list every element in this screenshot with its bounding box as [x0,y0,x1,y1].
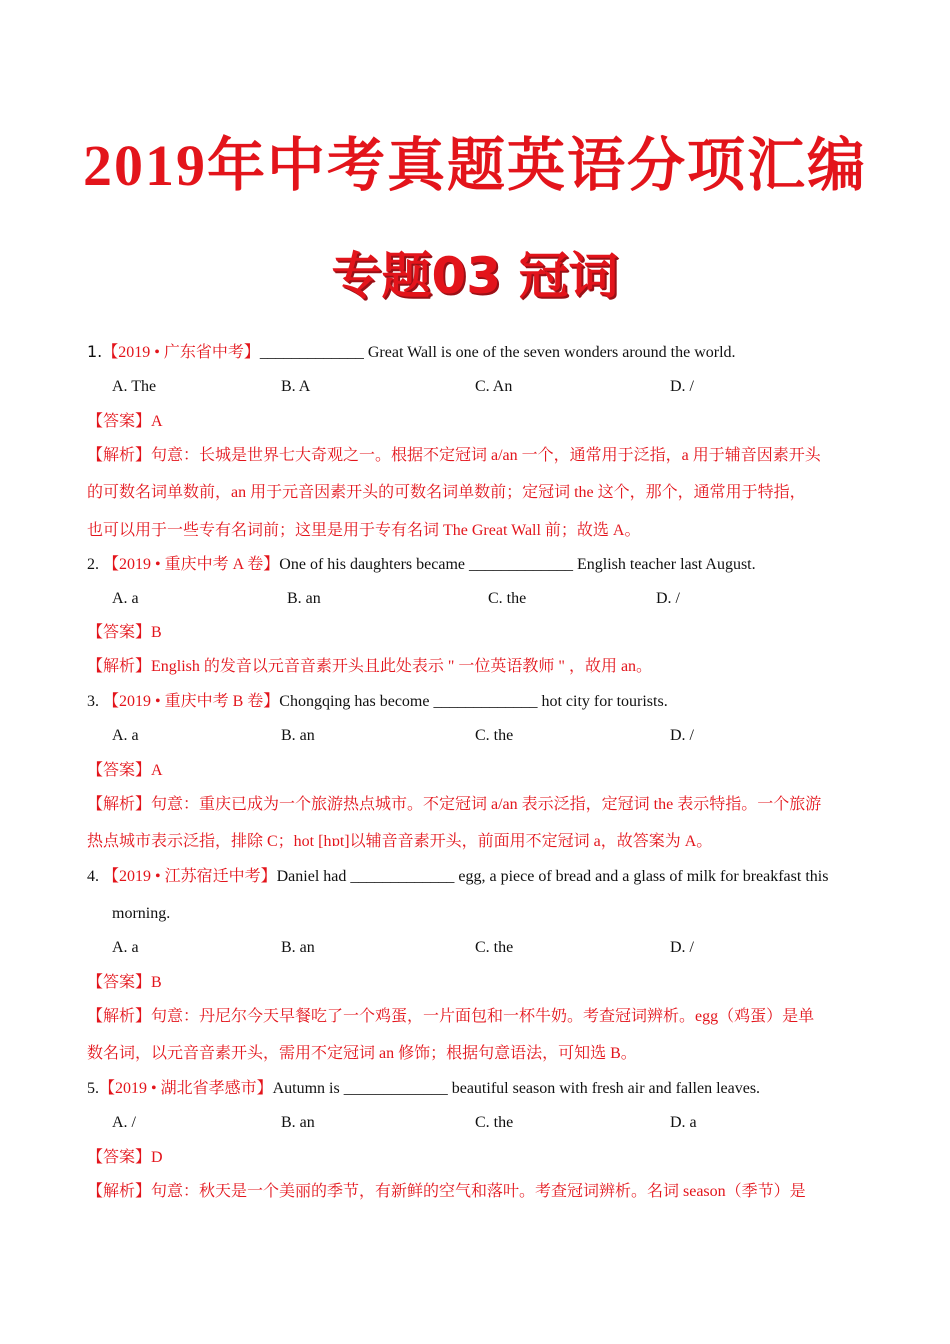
analysis-line: 【解析】句意：重庆已成为一个旅游热点城市。不定冠词 a/an 表示泛指，定冠词 the 表示特指。一个旅游 [87,796,822,813]
question-text: Chongqing has become _____________ hot city for tourists. [279,693,668,710]
option-b: B. an [281,939,315,956]
option-b: B. A [281,378,311,395]
option-a: A. / [112,1114,136,1131]
question-text: Autumn is _____________ beautiful season with fresh air and fallen leaves. [272,1080,761,1097]
answer: 【答案】A [87,762,163,779]
option-d: D. a [670,1114,697,1131]
option-c: C. the [475,727,514,744]
question-source: 【2019 • 广东省中考】 [102,344,260,361]
question-number: 2. [87,556,99,573]
question-number: 5. [87,1080,99,1097]
analysis-line: 【解析】句意：长城是世界七大奇观之一。根据不定冠词 a/an 一个，通常用于泛指，a 用于辅音因素开头 [87,447,821,464]
question-text: One of his daughters became _____________ English teacher last August. [279,556,756,573]
analysis-line: 也可以用于一些专有名词前；这里是用于专有名词 The Great Wall 前；故选 A。 [87,522,641,539]
question-source: 【2019 • 湖北省孝感市】 [99,1080,273,1097]
question-2-stem [87,555,756,575]
option-c: C. An [475,378,513,395]
page-title: 2019年中考真题英语分项汇编 [82,133,867,198]
question-text: Daniel had _____________ egg, a piece of bread and a glass of milk for breakfast this [276,868,829,885]
option-a: A. a [112,727,139,744]
page-subtitle: 专题03 冠词 [331,247,619,305]
option-a: A. The [112,378,157,395]
question-4-stem [87,867,828,887]
answer: 【答案】B [87,624,162,641]
question-text-continued: morning. [112,905,171,922]
question-number: 1. [87,342,103,361]
analysis-line: 【解析】English 的发音以元音音素开头且此处表示 " 一位英语教师 " ，故用 an。 [87,658,653,675]
question-source: 【2019 • 江苏宿迁中考】 [103,868,277,885]
answer: 【答案】B [87,974,162,991]
answer: 【答案】D [87,1149,163,1166]
question-text: _____________ Great Wall is one of the seven wonders around the world. [259,344,736,361]
analysis-line: 【解析】句意：丹尼尔今天早餐吃了一个鸡蛋，一片面包和一杯牛奶。考查冠词辨析。egg（鸡蛋）是单 [87,1008,815,1025]
question-1-stem [87,342,736,363]
option-a: A. a [112,939,139,956]
answer: 【答案】A [87,413,163,430]
question-3-stem [87,692,668,712]
option-b: B. an [287,590,321,607]
analysis-line: 热点城市表示泛指，排除 C；hot [hɒt]以辅音音素开头，前面用不定冠词 a，故答案为 A。 [87,833,713,850]
analysis-line: 数名词，以元音音素开头，需用不定冠词 an 修饰；根据句意语法，可知选 B。 [87,1045,637,1062]
option-d: D. / [656,590,680,607]
option-c: C. the [475,1114,514,1131]
option-d: D. / [670,939,694,956]
question-number: 4. [87,868,99,885]
option-d: D. / [670,378,694,395]
analysis-line: 的可数名词单数前，an 用于元音因素开头的可数名词单数前；定冠词 the 这个，那个，通常用于特指， [87,484,806,501]
option-c: C. the [475,939,514,956]
question-5-stem [87,1079,760,1099]
option-c: C. the [488,590,527,607]
question-source: 【2019 • 重庆中考 B 卷】 [103,693,280,710]
option-d: D. / [670,727,694,744]
option-b: B. an [281,727,315,744]
question-number: 3. [87,693,99,710]
analysis-line: 【解析】句意：秋天是一个美丽的季节，有新鲜的空气和落叶。考查冠词辨析。名词 season（季节）是 [87,1183,806,1200]
option-b: B. an [281,1114,315,1131]
option-a: A. a [112,590,139,607]
question-source: 【2019 • 重庆中考 A 卷】 [103,556,280,573]
